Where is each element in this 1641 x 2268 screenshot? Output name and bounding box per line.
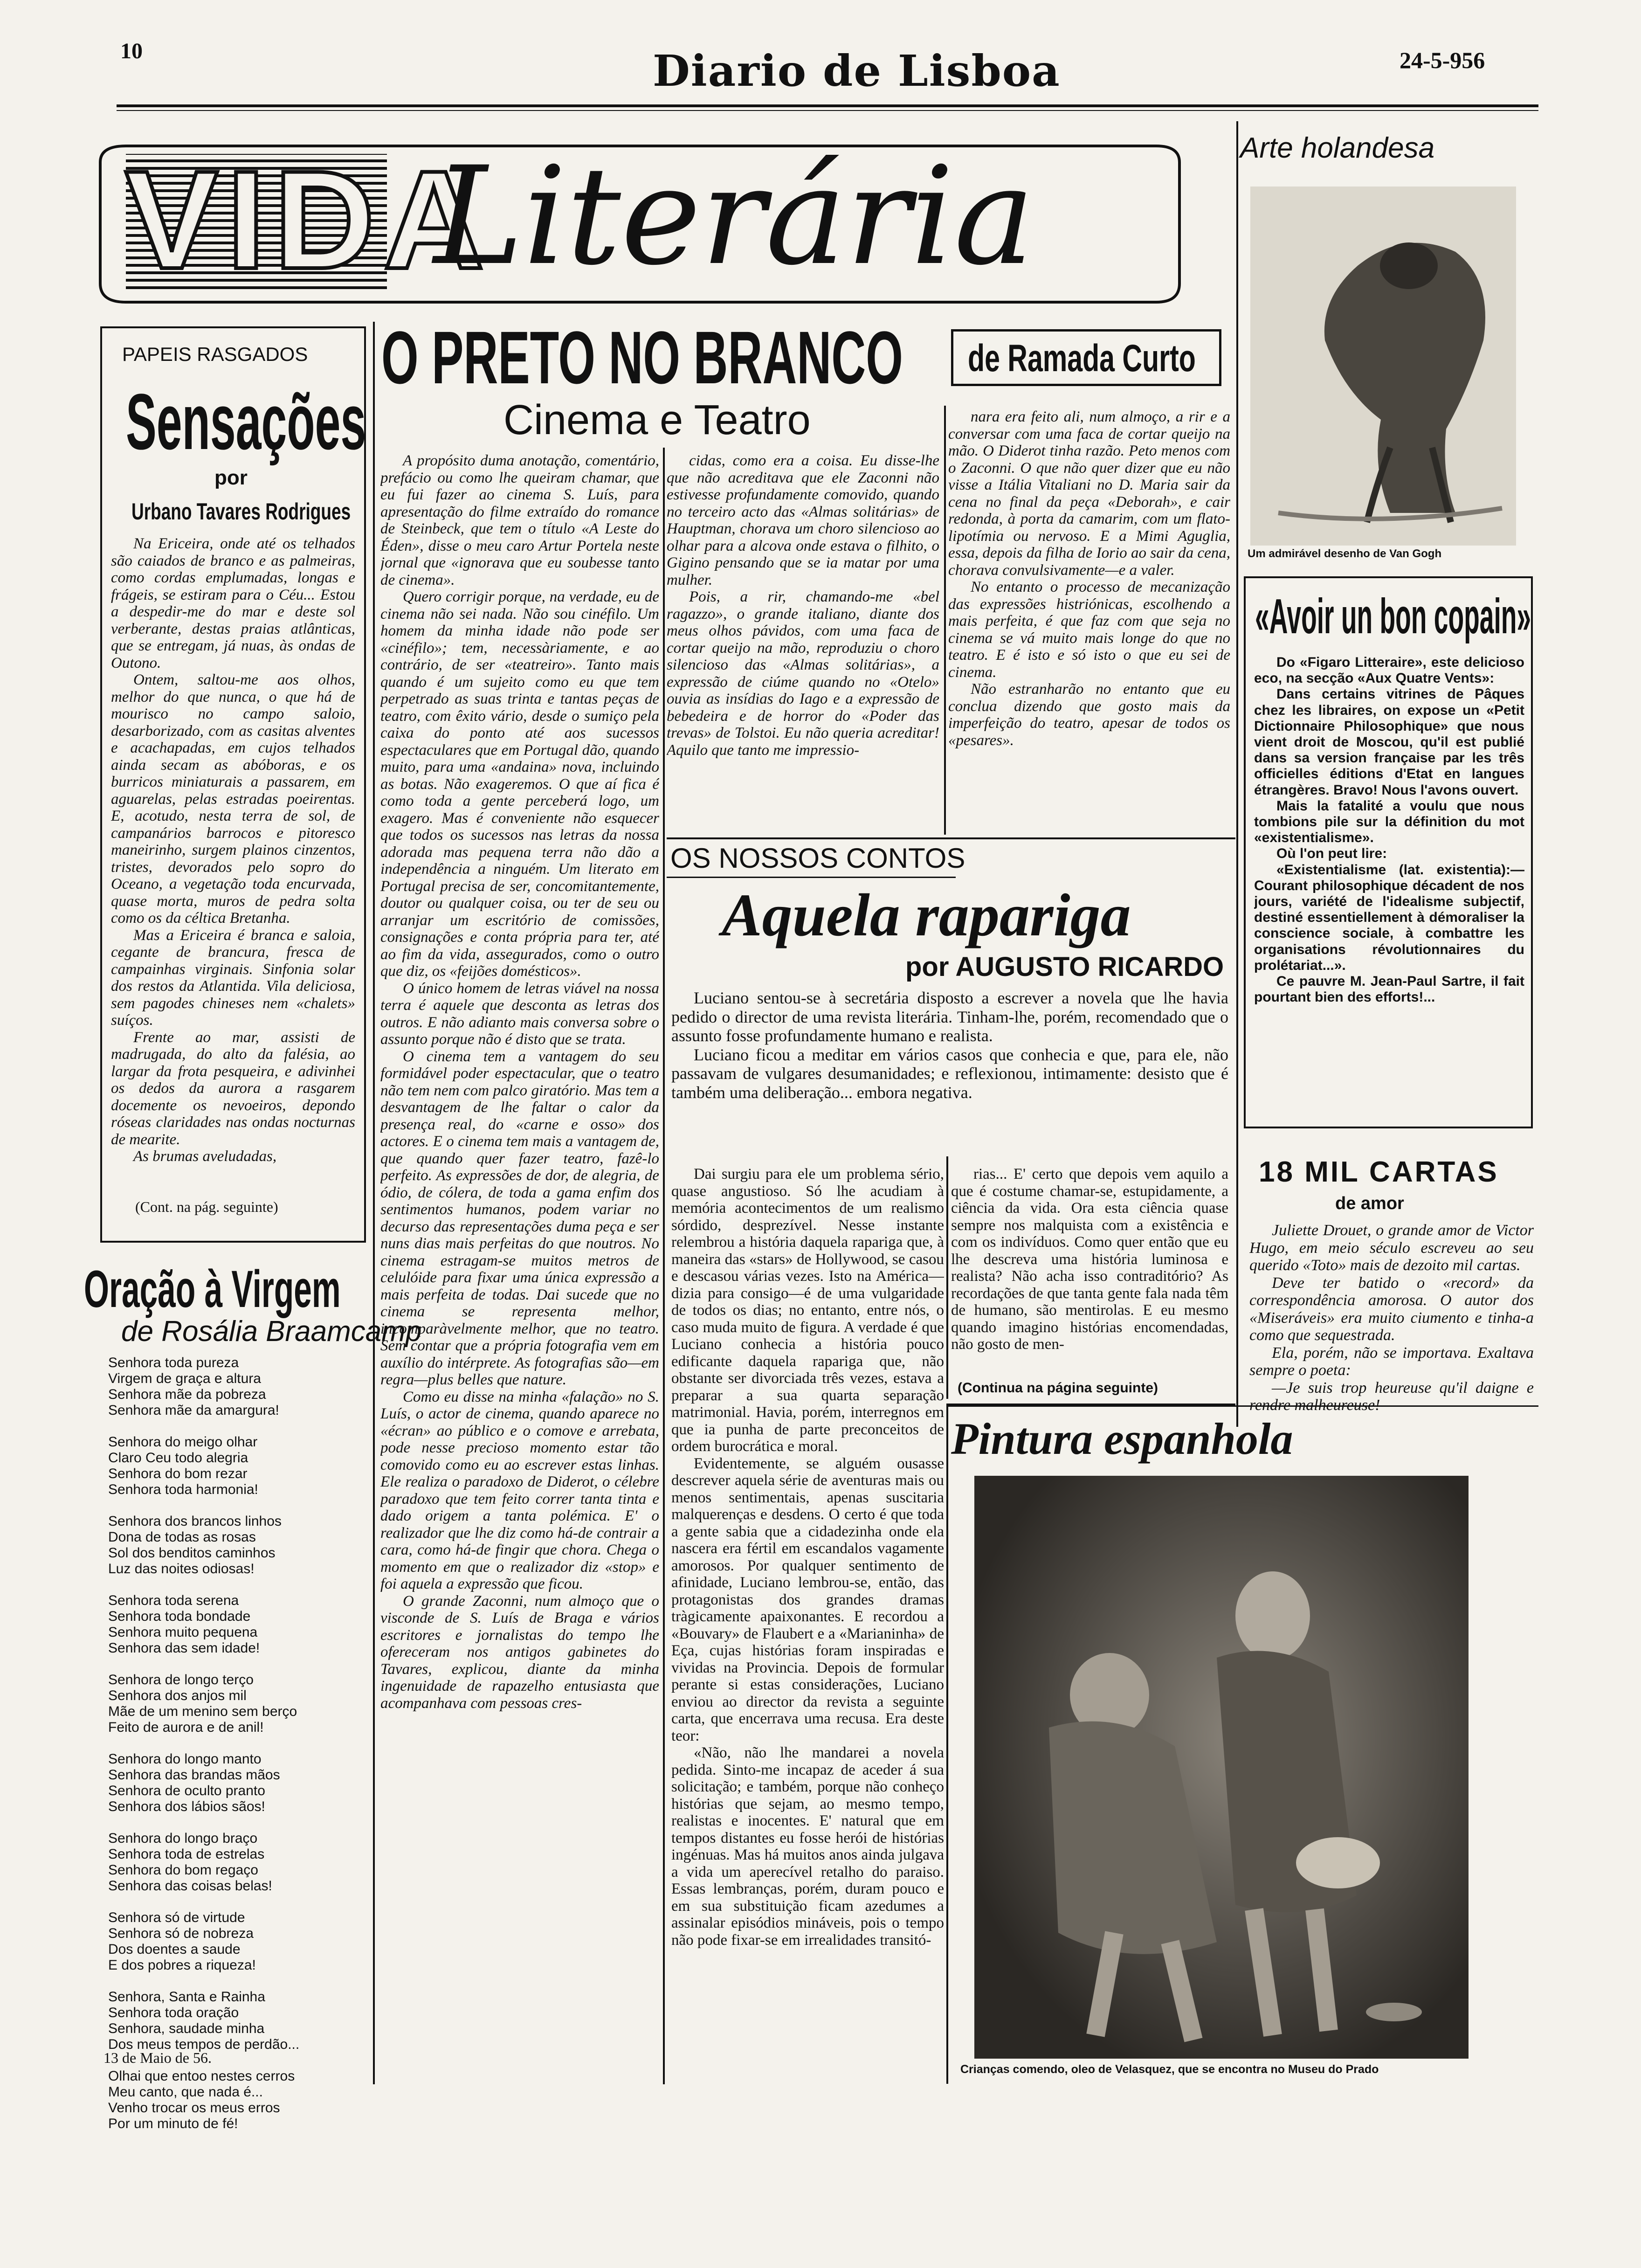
poem-line: Virgem de graça e altura (108, 1371, 261, 1386)
story-continued: (Continua na página seguinte) (958, 1380, 1158, 1396)
poem-stanza (108, 2068, 369, 2132)
poem-date: 13 de Maio de 56. (103, 2049, 212, 2066)
story-kicker-rule (667, 877, 956, 878)
avoir-title: «Avoir un bon copain» (1255, 589, 1531, 644)
main-article-paragraph: O único homem de letras viável na nossa terra é aquele que desconta as letras dos outros. E não adianto mais conversa sobre o assunto porque não é disto que se trata. (380, 980, 659, 1048)
poem-line: Sol dos benditos caminhos (108, 1545, 276, 1561)
avoir-paragraph: Où l'on peut lire: (1276, 846, 1387, 862)
main-article-paragraph: O cinema tem a vantagem do seu formidável poder espectacular, que o teatro não tem nem com palco giratório. Mas tem a desvantagem de lhe faltar o calor da presença real, do «carne e osso» dos actores. E o cinema tem mais a vantagem de, que quando quer fazer teatro, fazê-lo perfeito. As expressões de dor, de alegria, de ódio, de cólera, de toda a gama enfim dos sentimentos humanos, podem variar no decurso das representações duma peça e ser nuns dias mais perfeitas do que noutros. No cinema estragam-se muitos metros de celulóide para fixar uma única expressão a mais perfeita de todas. Dai sucede que no cinema se representa melhor, incomparàvelmente melhor, que no teatro. Sem contar que a própria fotografia vem em auxílio do intérprete. As fotografias são—em regra—plus belles que nature. (380, 1048, 659, 1388)
avoir-body (1254, 655, 1524, 1121)
column-rule (944, 406, 946, 835)
poem-stanza (108, 1989, 369, 2053)
sensacoes-por: por (214, 466, 248, 489)
story-paragraph: Dai surgiu para ele um problema sério, quase angustioso. Só lhe acudiam à memória acontecimentos de um realismo sórdido, desprezível. Nesse instante relembrou a história daquela rapariga que, à maneira das «stars» de Hollywood, se casou e descasou várias vezes. Isto na América—dizia para consigo—é de uma vulgaridade de todos os dias; no entanto, entre nós, o caso muda muito de figura. A verdade é que Luciano conhecia a história pouco edificante daquela rapariga que, não obstante ser divorciada três vezes, estava a preparar a sua quarta separação matrimonial. Havia, porém, interregnos em que ia punha de parte preconceitos de ordem burocrática e moral. (671, 1166, 944, 1455)
main-article-paragraph: cidas, como era a coisa. Eu disse-lhe que não acreditava que ele Zaconni não estivesse profundamente comovido, quando no terceiro acto das «Almas solitárias» de Hauptman, chorava um choro silencioso ao olhar para a alcova onde estava o filhito, o Gigino pensando que se ia matar por uma mulher. (667, 452, 939, 588)
poem-stanza (108, 1514, 369, 1577)
page-number: 10 (120, 39, 143, 63)
poem-line: Senhora do longo manto (108, 1751, 262, 1767)
poem-line: Senhora muito pequena (108, 1625, 258, 1640)
poem-line: Senhora das brandas mãos (108, 1767, 280, 1783)
main-article-paragraph: No entanto o processo de mecanização das expressões histriónicas, escolhendo a mais perfeita, é que faz com que seja no cinema se vá muito mais longe do que no teatro. E é isto e só isto o que eu sei de cinema. (948, 579, 1230, 681)
poem-line: Senhora toda oração (108, 2005, 239, 2020)
story-col-b (951, 1166, 1228, 1371)
poem-stanza (108, 1751, 369, 1815)
papeis-kicker: PAPEIS RASGADOS (122, 343, 308, 365)
poem-line: Senhora do meigo olhar (108, 1434, 258, 1450)
poem-line: Luz das noites odiosas! (108, 1561, 255, 1577)
avoir-paragraph: Mais la fatalité a voulu que nous tombions pile sur la définition du mot «existentialisme». (1254, 798, 1524, 846)
poem-line: Venho trocar os meus erros (108, 2100, 280, 2116)
poem-stanza (108, 1831, 369, 1894)
poem-line: Dos doentes a saude (108, 1942, 241, 1957)
column-rule (1236, 121, 1238, 1427)
arte-holandesa-title: Arte holandesa (1240, 132, 1435, 164)
poem-line: Senhora toda bondade (108, 1609, 251, 1624)
poem-line: Senhora do longo braço (108, 1831, 258, 1846)
story-lead (671, 989, 1228, 1161)
poem-line: Senhora das sem idade! (108, 1640, 260, 1656)
velasquez-caption: Crianças comendo, oleo de Velasquez, que se encontra no Museu do Prado (960, 2063, 1379, 2076)
sensacoes-body (111, 535, 355, 1179)
poem-line: Senhora, saudade minha (108, 2021, 265, 2036)
section-word-literaria: Literária (434, 138, 1035, 295)
avoir-paragraph: «Existentialisme (lat. existentia):—Courant philosophique décadent de nos jours, variété de l'idealisme subjectif, destiné essentiellement à démoraliser la conscience sociale, à combattre les organisations révolutionnaires du prolétariat...». (1254, 862, 1524, 973)
main-article-paragraph: O grande Zaconni, num almoço que o visconde de S. Luís de Braga e vários escritores e jornalistas do tempo lhe ofereceram nos antigos gabinetes do Tavares, explicou, diante da minha ingenuidade de rapazelho entusiasta que acompanhava com pessoas cres- (380, 1592, 659, 1712)
main-article-paragraph: Não estranharão no entanto que eu conclua dizendo que gosto mais da imperfeição do teatro, apesar de todos os «pesares». (948, 681, 1230, 749)
main-article-paragraph: A propósito duma anotação, comentário, prefácio ou como lhe queiram chamar, que eu fui fazer ao cinema S. Luís, para apresentação do filme extraído do romance de Steinbeck, que tem o título «A Leste do Éden», disse o meu caro Artur Portela neste jornal que «ignorava que eu soubesse tanto de cinema». (380, 452, 659, 588)
poem-line: Senhora mãe da pobreza (108, 1387, 266, 1402)
pintura-title: Pintura espanhola (951, 1414, 1293, 1464)
poem-line: Senhora dos lábios sãos! (108, 1799, 265, 1814)
story-paragraph: Evidentemente, se alguém ousasse descrever aquela série de aventuras mais ou menos sentimentais, apenas suscitaria malquerenças e desdens. O certo é que toda a gente sabia que a cidadezinha onde ela nascera era fértil em escandalos vagamente amorosos. Por qualquer sentimento de afinidade, Luciano lembrou-se, então, das protagonistas dos grandes dramas tràgicamente apaixonantes. E recordou a «Bouvary» de Flaubert e a «Marianinha» de Eça, cujas histórias foram inspiradas e vividas na Provincia. Depois de formular perante si estas considerações, Luciano enviou ao director da revista a seguinte carta, que encerrava uma recusa. Era deste teor: (671, 1455, 944, 1744)
story-paragraph: Luciano ficou a meditar em vários casos que conhecia e que, para ele, não passavam de vulgares desumanidades; e reflexionou, intimamente: desisto que é também uma deliberação... embora negativa. (671, 1045, 1228, 1102)
main-article-title: O PRETO NO BRANCO (381, 316, 903, 399)
main-article-col3 (948, 408, 1230, 835)
poem-line: E dos pobres a riqueza! (108, 1957, 256, 1973)
van-gogh-caption: Um admirável desenho de Van Gogh (1248, 547, 1442, 560)
sensacoes-paragraph: Ontem, saltou-me aos olhos, melhor do que nunca, o que há de mourisco no campo saloio, desarborizado, com as casitas alventes e acachapadas, em cujos telhados ainda secam as abóboras, e os burricos miniaturais a passarem, em aguarelas, pelas estradas poeirentas. E, acotudo, nesta terra de sol, de campanários barrocos e pitoresco maneirinho, surgem plainos cinzentos, tristes, devorados pelo sopro do Oceano, a vegetação toda encurvada, quase morta, muros de pedra solta como os da céltica Bretanha. (111, 671, 355, 927)
poem-line: Senhora dos brancos linhos (108, 1514, 282, 1529)
poem-line: Senhora de longo terço (108, 1672, 254, 1687)
sensacoes-paragraph: Na Ericeira, onde até os telhados são caiados de branco e as palmeiras, como cordas emplumadas, longas e frágeis, se estiram para o Céu... Estou a despedir-me do mar e deste sol verberante, destas praias atlânticas, que se entregam, já nuas, às ondas de Outono. (111, 535, 355, 671)
cartas-paragraph: Juliette Drouet, o grande amor de Victor Hugo, em meio século escreveu ao seu querido «Toto» mais de dezoito mil cartas. (1249, 1222, 1534, 1274)
sensacoes-paragraph: As brumas aveludadas, (133, 1148, 277, 1165)
poem-line: Olhai que entoo nestes cerros (108, 2068, 295, 2084)
column-rule (946, 1156, 948, 1399)
main-article-paragraph: Quero corrigir porque, na verdade, eu de cinema não sei nada. Não sou cinéfilo. Um homem da minha idade não pode ser «cinéfilo»; tem, necessàriamente, e ao contrário, de ser «teatreiro». Tanto mais quando é um sujeito como eu que tem perpetrado as suas trinta e tantas peças de teatro, com êxito vário, desde o sumiço pela caixa do ponto até aos sucessos espectaculares que em Portugal dão, quando muito, para uma «andaina» nova, incluindo as botas. Não exageremos. O que aí fica é como toda a gente perceberá logo, um exagero. Mas é conveniente não esquecer que todos os sucessos nas letras da nossa adorada mas pequena terra não dão a independência a ninguém. Um literato em Portugal precisa de ser, concomitantemente, doutor ou qualquer coisa, ou ter de seu ou arranjar um escritório de comissões, consignações e conta própria para ter, até ao fim da vida, assegurados, como o outro que diz, os «feijões domésticos». (380, 588, 659, 980)
poem-line: Senhora toda pureza (108, 1355, 239, 1370)
story-title: Aquela rapariga (722, 882, 1131, 949)
poem-stanza (108, 1672, 369, 1736)
cartas-title: 18 MIL CARTAS (1259, 1156, 1499, 1188)
poem-line: Feito de aurora e de anil! (108, 1720, 264, 1735)
poem-line: Senhora só de nobreza (108, 1926, 254, 1941)
story-top-rule (667, 837, 1235, 839)
pintura-top-rule (946, 1405, 1538, 1407)
main-article-subtitle: Cinema e Teatro (503, 397, 811, 443)
cartas-paragraph: —Je suis trop heureuse qu'il daigne e rendre malheureuse! (1249, 1379, 1534, 1414)
poem-body (108, 1355, 369, 2148)
story-paragraph: Luciano sentou-se à secretária disposto a escrever a novela que lhe havia pedido o director de uma revista literária. Tinham-lhe, porém, recomendado que o assunto fosse profundamente humano e realista. (671, 989, 1228, 1045)
poem-line: Senhora, Santa e Rainha (108, 1989, 265, 2005)
poem-line: Senhora só de virtude (108, 1910, 245, 1925)
column-rule (373, 322, 375, 2084)
avoir-paragraph: Dans certains vitrines de Pâques chez les libraires, on expose un «Petit Dictionnaire Philosophique» que nous vient droit de Moscou, qu'il est publié dans sa version française par les três officielles éditions d'Etat en langues étrangères. Bravo! Nous l'avons ouvert. (1254, 686, 1524, 798)
velasquez-painting (974, 1476, 1469, 2059)
poem-stanza (108, 1593, 369, 1656)
masthead-rule-thin (117, 110, 1538, 111)
sensacoes-author: Urbano Tavares Rodrigues (131, 498, 351, 525)
sensacoes-paragraph: Frente ao mar, assisti de madrugada, do alto da falésia, ao largar da frota pesqueira, e adivinhei os dedos da aurora a rasgarem docemente os nevoeiros, depondo róseas claridades nas ondas nocturnas de mearite. (111, 1029, 355, 1148)
poem-line: Senhora toda harmonia! (108, 1482, 258, 1497)
sensacoes-continued: (Cont. na pág. seguinte) (135, 1198, 278, 1215)
poem-line: Senhora toda serena (108, 1593, 239, 1608)
cartas-paragraph: Ela, porém, não se importava. Exaltava sempre o poeta: (1249, 1344, 1534, 1379)
poem-stanza (108, 1355, 369, 1418)
newspaper-name: Diario de Lisboa (653, 46, 1061, 96)
story-byline: por AUGUSTO RICARDO (905, 952, 1224, 982)
van-gogh-drawing (1250, 187, 1516, 546)
poem-line: Senhora toda de estrelas (108, 1846, 265, 1862)
story-paragraph: rias... E' certo que depois vem aquilo a que é costume chamar-se, estupidamente, a ciência da vida. Ora esta ciência quase sempre nos malquista com a existência e com os indivíduos. Como quer então que eu lhe descreva uma história luminosa e realista? Não acha isso contraditório? As recordações de que tanta gente fala nada têm de humano, são mentirolas. E eu mesmo quando imagino histórias encomendadas, não gosto de men- (951, 1166, 1228, 1353)
poem-line: Senhora do bom regaço (108, 1862, 258, 1878)
poem-title: Oração à Virgem (84, 1260, 341, 1318)
cartas-subtitle: de amor (1335, 1194, 1404, 1213)
poem-line: Claro Ceu todo alegria (108, 1450, 248, 1466)
main-article-paragraph: nara era feito ali, num almoço, a rir e a conversar com uma faca de cortar queijo na mão. O Diderot tinha razão. Peto menos com o Zaconni. O que não quer dizer que eu não visse a Itália Vitaliani no D. Maria sair da cena no final da peça «Deborah», e cair redonda, à porta da camarim, com um flato-lipotímia ou nervoso. E a Mimi Aguglia, essa, depois da filha de Iorio ao sair da cena, chorava convulsivamente—e a valer. (948, 408, 1230, 579)
poem-line: Senhora de oculto pranto (108, 1783, 265, 1798)
main-article-paragraph: Como eu disse na minha «falação» no S. Luís, o actor de cinema, quando aparece no «écran» ao público e o comove e arrebata, pode nesse precioso momento estar tão comovido como eu ao escrever estas linhas. Ele realiza o paradoxo de Diderot, o célebre paradoxo que tem feito correr tanta tinta e dado origem a tanta polémica. E' o realizador que lhe diz como há-de contrair a cara, como há-de fingir que chora. Chega o momento em que o realizador diz «stop» e foi aquela a expressão que ficou. (380, 1388, 659, 1592)
main-article-byline: de Ramada Curto (968, 337, 1196, 380)
cartas-body (1249, 1222, 1534, 1441)
poem-line: Dos meus tempos de perdão... (108, 2037, 300, 2052)
sensacoes-paragraph: Mas a Ericeira é branca e saloia, cegante de brancura, fresca de campainhas virginais. Sinfonia solar dos restos da Atlantida. Vila deliciosa, sem pagodes chineses nem «chalets» suíços. (111, 927, 355, 1029)
story-col-a (671, 1166, 944, 2084)
poem-line: Senhora mãe da amargura! (108, 1403, 279, 1418)
column-rule (663, 448, 665, 2084)
avoir-paragraph: Ce pauvre M. Jean-Paul Sartre, il fait pourtant bien des efforts!... (1254, 974, 1524, 1005)
main-article-col2 (667, 452, 939, 835)
sensacoes-title: Sensações (126, 378, 366, 466)
masthead-rule (117, 104, 1538, 107)
poem-stanza (108, 1434, 369, 1498)
poem-author: de Rosália Braamcamp (121, 1315, 422, 1348)
cartas-paragraph: Deve ter batido o «record» da correspondência amorosa. O autor dos «Miseráveis» era muito ciumento e tinha-a como que sequestrada. (1249, 1274, 1534, 1344)
story-kicker: OS NOSSOS CONTOS (670, 843, 965, 874)
poem-line: Senhora do bom rezar (108, 1466, 248, 1481)
main-article-col1 (380, 452, 659, 2080)
main-article-paragraph: Pois, a rir, chamando-me «bel ragazzo», o grande italiano, diante dos meus olhos pávidos, com uma faca de cortar queijo na mão, reproduziu o choro silencioso das «Almas solitárias», a expressão de ciúme quando no «Otelo» ouvia as insídias do Iago e a expressão de bebedeira e de horror do «Poder das trevas» de Tolstoi. Eu não queria acreditar! Aquilo que tanto me impressio- (667, 588, 939, 759)
poem-stanza (108, 1910, 369, 1973)
story-paragraph: «Não, não lhe mandarei a novela pedida. Sinto-me incapaz de aceder á sua solicitação; e também, porque não conheço histórias que sejam, ao mesmo tempo, realistas e inocentes. E' natural que em tempos distantes eu fosse herói de histórias ingénuas. Mas há muitos anos ainda julgava a vida um aperecível retalho do paraiso. Essas lembranças, porém, duram pouco e em sua substituição ficam azedumes a assinalar episódios mináveis, pois o tempo não pode fixar-se em irrealidades transitó- (671, 1744, 944, 1949)
column-rule (946, 1405, 948, 2084)
section-word-vida-text: VIDA (125, 141, 493, 298)
poem-line: Meu canto, que nada é... (108, 2084, 263, 2100)
poem-line: Mãe de um menino sem berço (108, 1704, 297, 1719)
poem-line: Senhora dos anjos mil (108, 1688, 247, 1703)
avoir-paragraph: Do «Figaro Litteraire», este delicioso eco, na secção «Aux Quatre Vents»: (1254, 655, 1524, 686)
poem-line: Por um minuto de fé! (108, 2116, 238, 2131)
poem-line: Senhora das coisas belas! (108, 1878, 272, 1894)
issue-date: 24-5-956 (1400, 47, 1485, 73)
poem-line: Dona de todas as rosas (108, 1529, 256, 1545)
